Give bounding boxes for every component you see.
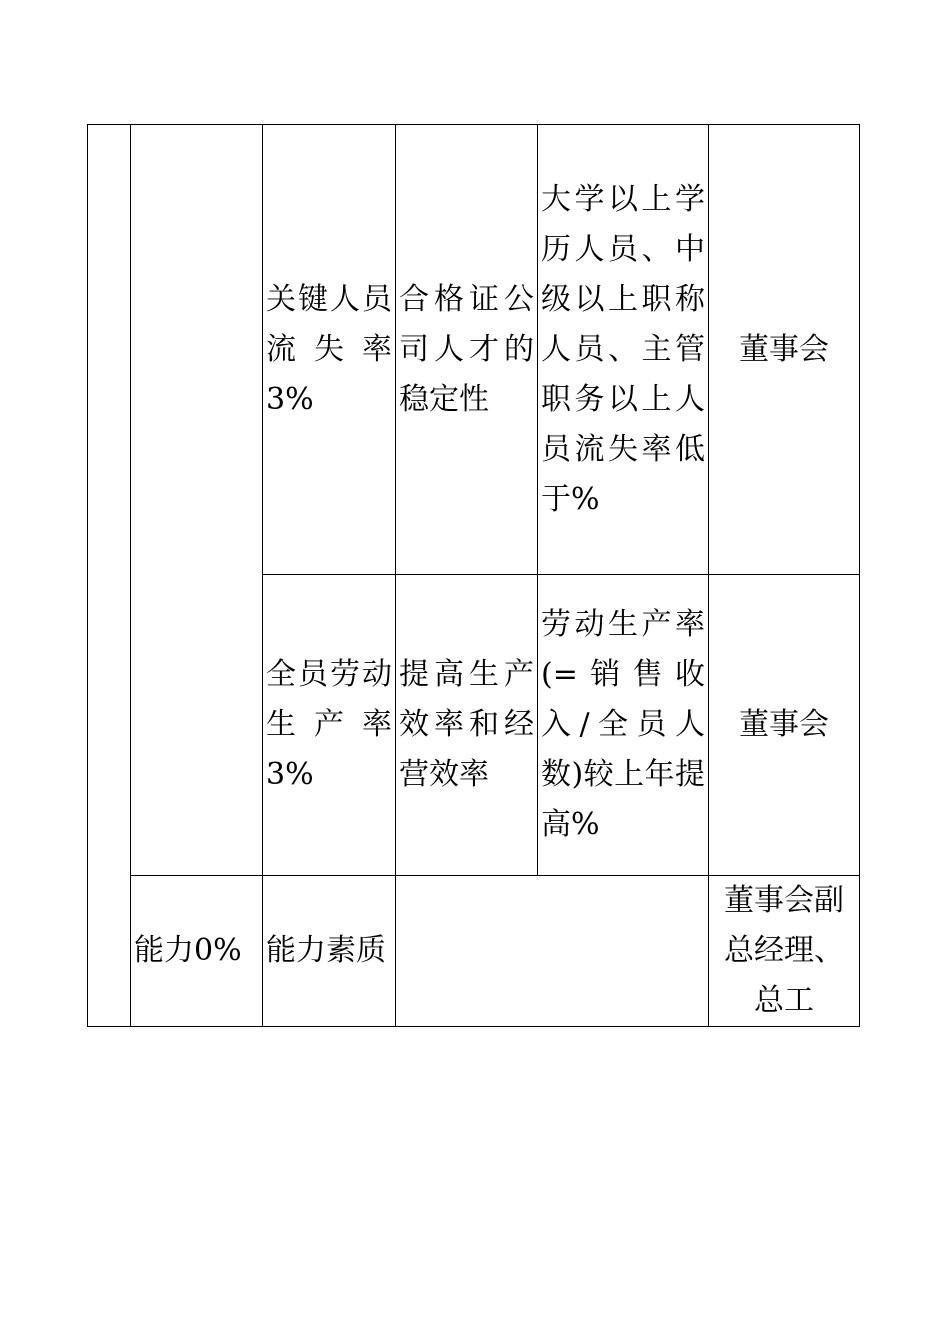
goal-cell xyxy=(396,876,709,1027)
goal-cell: 合格证公司人才的稳定性 xyxy=(396,125,538,575)
assessor-cell: 董事会 xyxy=(709,575,860,876)
goal-cell: 提高生产效率和经营效率 xyxy=(396,575,538,876)
standard-cell: 大学以上学历人员、中级以上职称人员、主管职务以上人员流失率低于% xyxy=(538,125,709,575)
indicator-cell: 关键人员流失率3% xyxy=(263,125,396,575)
indicator-cell: 能力素质 xyxy=(263,876,396,1027)
table-row xyxy=(88,876,860,1027)
category-cell xyxy=(131,125,263,876)
indicator-cell: 全员劳动生产率3% xyxy=(263,575,396,876)
table-row xyxy=(88,125,860,575)
standard-cell: 劳动生产率(=销售收入/全员人数)较上年提高% xyxy=(538,575,709,876)
category-cell: 能力0% xyxy=(131,876,263,1027)
assessor-cell: 董事会 xyxy=(709,125,860,575)
kpi-table xyxy=(87,124,860,1027)
first-column-cell xyxy=(88,125,131,1027)
assessor-cell: 董事会副总经理、总工 xyxy=(709,876,860,1027)
